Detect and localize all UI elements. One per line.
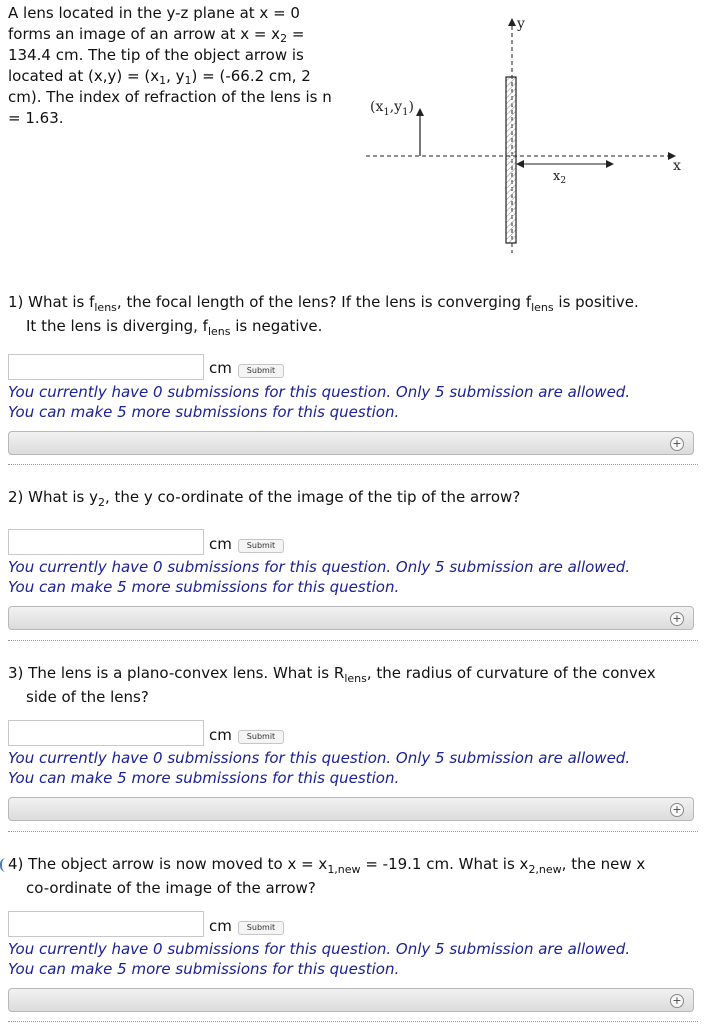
separator [8,831,698,832]
question-4-text: 4) The object arrow is now moved to $x = x_{1,new} = -19.1$ cm. What is $x_{2,new}$, the new x co-ordinate of the image of the arrow? [8,855,646,897]
question-3-submit-button[interactable]: Submit [238,730,284,744]
y-axis-label: y [517,16,525,32]
question-2-submit-button[interactable]: Submit [238,539,284,553]
question-3-status: You currently have 0 submissions for this question. Only 5 submission are allowed. You can make 5 more submissions for this question. [8,749,631,787]
image-distance-label: $x_2$ [553,169,567,186]
object-arrowhead [416,108,424,116]
question-3-unit: cm [209,726,232,744]
question-4-status: You currently have 0 submissions for this question. Only 5 submission are allowed. You can make 5 more submissions for this question. [8,940,631,978]
separator [8,1021,698,1022]
question-4-unit: cm [209,917,232,935]
question-2-text: 2) What is $y_2$, the y co-ordinate of the image of the tip of the arrow? [8,488,521,509]
plus-circle-icon[interactable]: + [670,994,684,1008]
plus-circle-icon[interactable]: + [670,612,684,626]
question-2-hint-bar[interactable] [8,606,694,630]
question-3-answer-input[interactable] [8,720,204,746]
lens [506,77,516,243]
intro-line: located at $(x,y) = (x_1$, $y_1) = (-66.2$ cm, 2 [8,67,311,87]
y-axis-arrowhead [508,18,516,26]
question-4-answer-input[interactable] [8,911,204,937]
plus-circle-icon[interactable]: + [670,437,684,451]
separator [8,464,698,465]
problem-statement [8,3,363,129]
x-axis-label: x [673,158,681,174]
question-2-status: You currently have 0 submissions for this question. Only 5 submission are allowed. You can make 5 more submissions for this question. [8,558,631,596]
question-1-status: You currently have 0 submissions for this question. Only 5 submission are allowed. You can make 5 more submissions for this question. [8,383,631,421]
question-3-text: 3) The lens is a plano-convex lens. What is $R_{lens}$, the radius of curvature of the convex side of the lens? [8,664,656,706]
intro-line: A lens located in the y-z plane at x = 0 [8,4,300,22]
separator [8,640,698,641]
lens-diagram [362,10,692,255]
question-3-hint-bar[interactable] [8,797,694,821]
intro-line: forms an image of an arrow at $x = x_2$ = [8,25,305,45]
question-2-answer-input[interactable] [8,529,204,555]
image-distance-arrowhead-left [516,160,524,168]
intro-line: cm). The index of refraction of the lens is n [8,88,332,106]
question-1-hint-bar[interactable] [8,431,694,455]
intro-line: 134.4 cm. The tip of the object arrow is [8,46,304,64]
question-1-submit-button[interactable]: Submit [238,364,284,378]
question-2-unit: cm [209,535,232,553]
image-distance-arrowhead-right [606,160,614,168]
object-label: $(x_1,y_1)$ [370,99,414,118]
intro-line: = 1.63. [8,109,64,127]
question-4-hint-bar[interactable] [8,988,694,1012]
section-edge-marker [0,858,6,872]
question-1-answer-input[interactable] [8,354,204,380]
question-1-text: 1) What is $f_{lens}$, the focal length of the lens? If the lens is converging $f_{lens}$ is positive. It the lens is diverging, $f_{lens}$ is negative. [8,293,639,338]
question-4-submit-button[interactable]: Submit [238,921,284,935]
plus-circle-icon[interactable]: + [670,803,684,817]
question-1-unit: cm [209,359,232,377]
